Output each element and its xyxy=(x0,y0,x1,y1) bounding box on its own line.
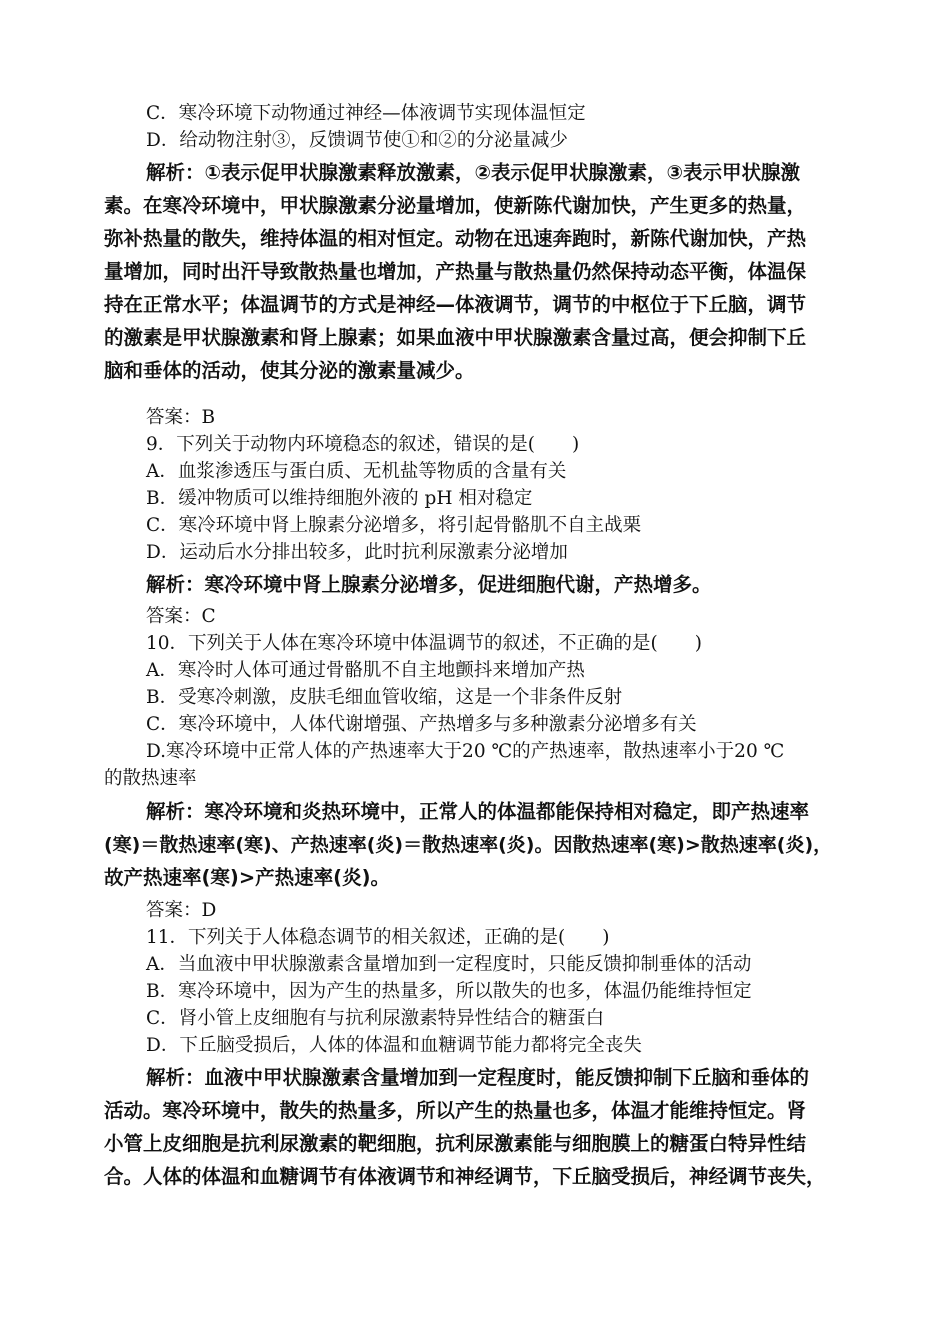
q9-answer: 答案：C xyxy=(146,606,216,627)
q9-option-d: D．运动后水分排出较多，此时抗利尿激素分泌增加 xyxy=(146,542,568,563)
q11-explanation: 活动。寒冷环境中，散失的热量多，所以产生的热量也多，体温才能维持恒定。肾 xyxy=(104,1099,807,1122)
q11-option-c: C．肾小管上皮细胞有与抗利尿激素特异性结合的糖蛋白 xyxy=(146,1008,605,1029)
q11-explanation: 合。人体的体温和血糖调节有体液调节和神经调节，下丘脑受损后，神经调节丧失， xyxy=(104,1165,826,1188)
option-d-line: D．给动物注射③，反馈调节使①和②的分泌量减少 xyxy=(146,130,568,151)
answer-line: 答案：B xyxy=(146,407,216,428)
q11-option-b: B．寒冷环境中，因为产生的热量多，所以散失的也多，体温仍能维持恒定 xyxy=(146,981,752,1002)
q11-option-d: D．下丘脑受损后，人体的体温和血糖调节能力都将完全丧失 xyxy=(146,1035,642,1056)
q9-option-b: B．缓冲物质可以维持细胞外液的 pH 相对稳定 xyxy=(146,488,533,509)
question-9: 9．下列关于动物内环境稳态的叙述，错误的是( ) xyxy=(146,434,580,455)
explanation-line: 脑和垂体的活动，使其分泌的激素量减少。 xyxy=(104,359,475,382)
q10-option-d: D.寒冷环境中正常人体的产热速率大于20 ℃的产热速率，散热速率小于20 ℃ xyxy=(146,741,785,762)
q10-explanation: 解析：寒冷环境和炎热环境中，正常人的体温都能保持相对稳定，即产热速率 xyxy=(146,800,810,823)
q10-option-b: B．受寒冷刺激，皮肤毛细血管收缩，这是一个非条件反射 xyxy=(146,687,623,708)
explanation-line: 素。在寒冷环境中，甲状腺激素分泌量增加，使新陈代谢加快，产生更多的热量， xyxy=(104,194,807,217)
explanation-line: 的激素是甲状腺激素和肾上腺素；如果血液中甲状腺激素含量过高，便会抑制下丘 xyxy=(104,326,807,349)
q10-option-c: C．寒冷环境中，人体代谢增强、产热增多与多种激素分泌增多有关 xyxy=(146,714,697,735)
q10-explanation: 故产热速率(寒)>产热速率(炎)。 xyxy=(104,866,390,889)
explanation-line: 解析：①表示促甲状腺激素释放激素，②表示促甲状腺激素，③表示甲状腺激 xyxy=(146,161,801,184)
question-11: 11．下列关于人体稳态调节的相关叙述，正确的是( ) xyxy=(146,927,610,948)
q9-explanation: 解析：寒冷环境中肾上腺素分泌增多，促进细胞代谢，产热增多。 xyxy=(146,573,712,596)
q9-option-a: A．血浆渗透压与蛋白质、无机盐等物质的含量有关 xyxy=(146,461,567,482)
explanation-line: 量增加，同时出汗导致散热量也增加，产热量与散热量仍然保持动态平衡，体温保 xyxy=(104,260,807,283)
q10-option-d-wrap: 的散热速率 xyxy=(104,768,197,789)
q10-explanation: (寒)＝散热速率(寒)、产热速率(炎)＝散热速率(炎)。因散热速率(寒)>散热速率(炎)， xyxy=(104,834,833,856)
q11-explanation: 小管上皮细胞是抗利尿激素的靶细胞，抗利尿激素能与细胞膜上的糖蛋白特异性结 xyxy=(104,1132,807,1155)
q10-option-a: A．寒冷时人体可通过骨骼肌不自主地颤抖来增加产热 xyxy=(146,660,585,681)
question-10: 10．下列关于人体在寒冷环境中体温调节的叙述，不正确的是( ) xyxy=(146,633,702,654)
explanation-line: 持在正常水平；体温调节的方式是神经—体液调节，调节的中枢位于下丘脑，调节 xyxy=(104,293,807,316)
q10-answer: 答案：D xyxy=(146,900,217,921)
q11-explanation: 解析：血液中甲状腺激素含量增加到一定程度时，能反馈抑制下丘脑和垂体的 xyxy=(146,1066,810,1089)
option-c-line: C．寒冷环境下动物通过神经—体液调节实现体温恒定 xyxy=(146,103,586,124)
q11-option-a: A．当血液中甲状腺激素含量增加到一定程度时，只能反馈抑制垂体的活动 xyxy=(146,954,752,975)
q9-option-c: C．寒冷环境中肾上腺素分泌增多，将引起骨骼肌不自主战栗 xyxy=(146,515,642,536)
explanation-line: 弥补热量的散失，维持体温的相对恒定。动物在迅速奔跑时，新陈代谢加快，产热 xyxy=(104,227,807,250)
